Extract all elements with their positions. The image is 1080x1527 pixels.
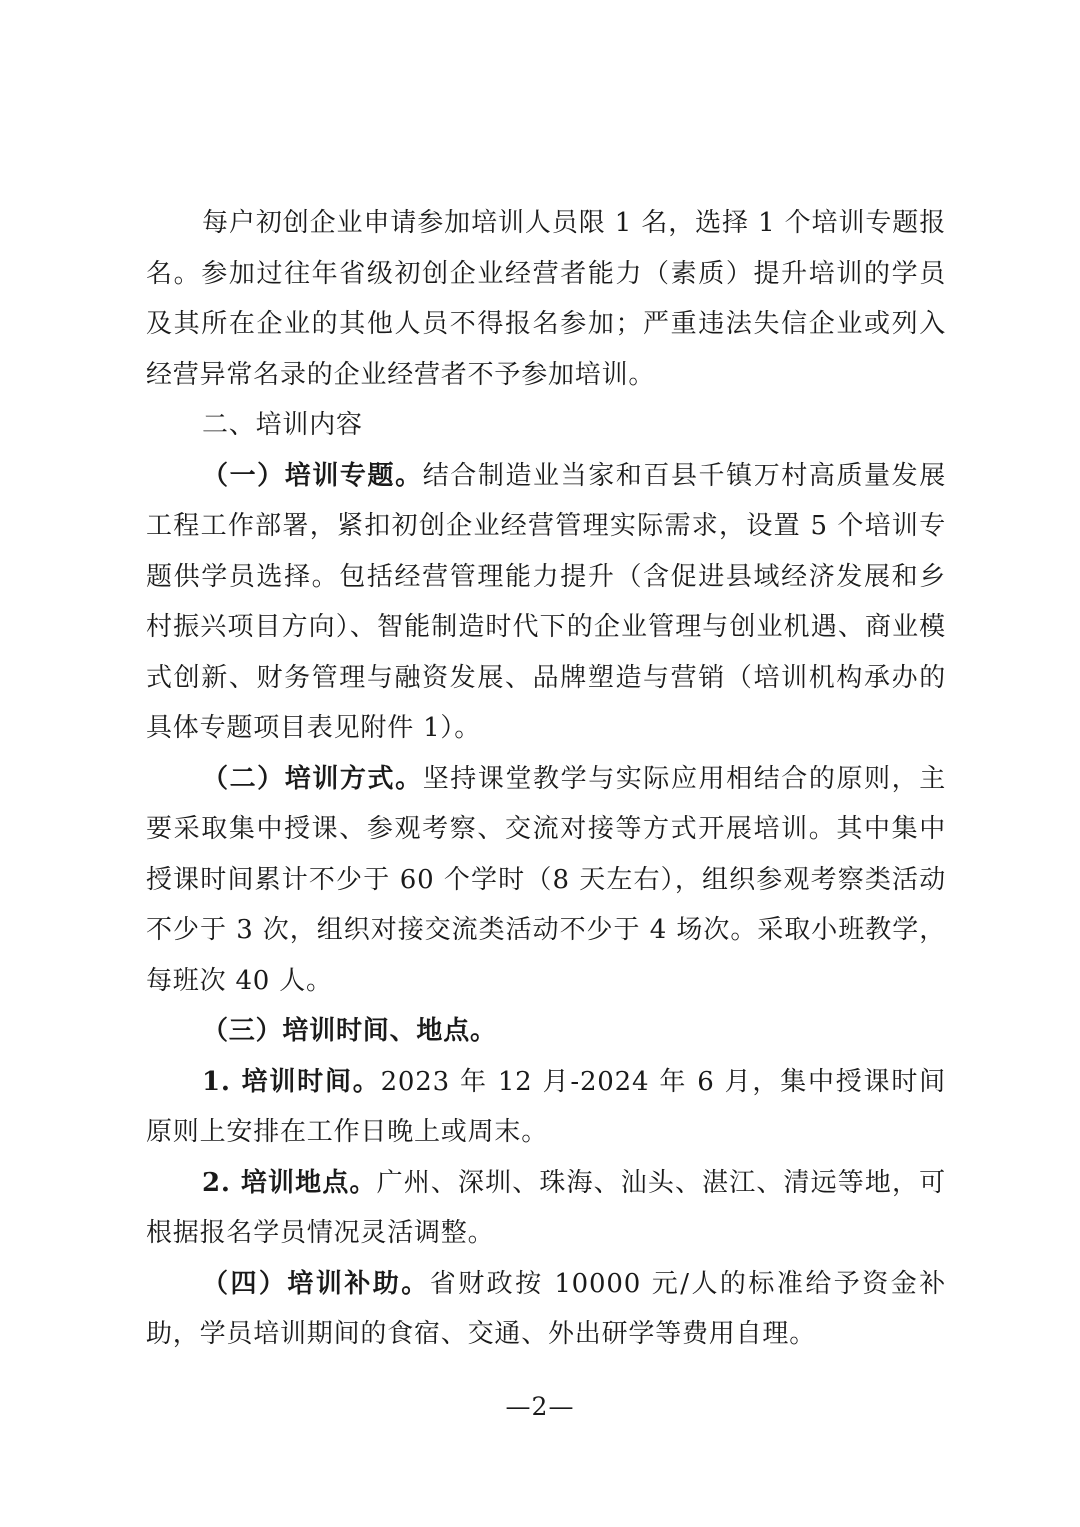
paragraph-training-method xyxy=(146,754,946,1007)
subsection-label-topics: （一）培训专题。 xyxy=(202,460,423,491)
item-label-time: 1. 培训时间。 xyxy=(202,1066,381,1097)
item-text-time: 2023 年 12 月-2024 年 6 月，集中授课时间原则上安排在工作日晚上或周末。 xyxy=(146,1066,946,1147)
paragraph-eligibility: 每户初创企业申请参加培训人员限 1 名，选择 1 个培训专题报名。参加过往年省级初创企业经营者能力（素质）提升培训的学员及其所在企业的其他人员不得报名参加；严重违法失信企业或列入经营异常名录的企业经营者不予参加培训。 xyxy=(146,208,946,390)
subsection-label-subsidy: （四）培训补助。 xyxy=(202,1268,430,1299)
subsection-label-time-location: （三）培训时间、地点。 xyxy=(202,1016,497,1046)
subsection-text-method: 坚持课堂教学与实际应用相结合的原则，主要采取集中授课、参观考察、交流对接等方式开展培训。其中集中授课时间累计不少于 60 个学时（8 天左右），组织参观考察类活动不少于 3 次，组织对接交流类活动不少于 4 场次。采取小班教学，每班次 40 人。 xyxy=(146,763,947,996)
paragraph-time-location-heading xyxy=(146,1006,946,1057)
page-number: —2— xyxy=(505,1392,575,1421)
subsection-text-topics: 结合制造业当家和百县千镇万村高质量发展工程工作部署，紧扣初创企业经营管理实际需求，设置 5 个培训专题供学员选择。包括经营管理能力提升（含促进县域经济发展和乡村振兴项目方向）、智能制造时代下的企业管理与创业机遇、商业模式创新、财务管理与融资发展、品牌塑造与营销（培训机构承办的具体专题项目表见附件 1）。 xyxy=(146,460,947,743)
paragraph-training-subsidy xyxy=(146,1259,946,1360)
item-text-location: 广州、深圳、珠海、汕头、湛江、清远等地，可根据报名学员情况灵活调整。 xyxy=(146,1167,946,1248)
paragraph-training-topics xyxy=(146,451,946,754)
paragraph-training-location xyxy=(146,1158,946,1259)
subsection-text-subsidy: 省财政按 10000 元/人的标准给予资金补助，学员培训期间的食宿、交通、外出研学等费用自理。 xyxy=(146,1268,946,1349)
subsection-label-method: （二）培训方式。 xyxy=(202,763,423,794)
item-label-location: 2. 培训地点。 xyxy=(202,1167,377,1198)
document-body xyxy=(146,198,946,1360)
paragraph-training-time xyxy=(146,1057,946,1158)
section-heading-training-content: 二、培训内容 xyxy=(202,410,363,440)
